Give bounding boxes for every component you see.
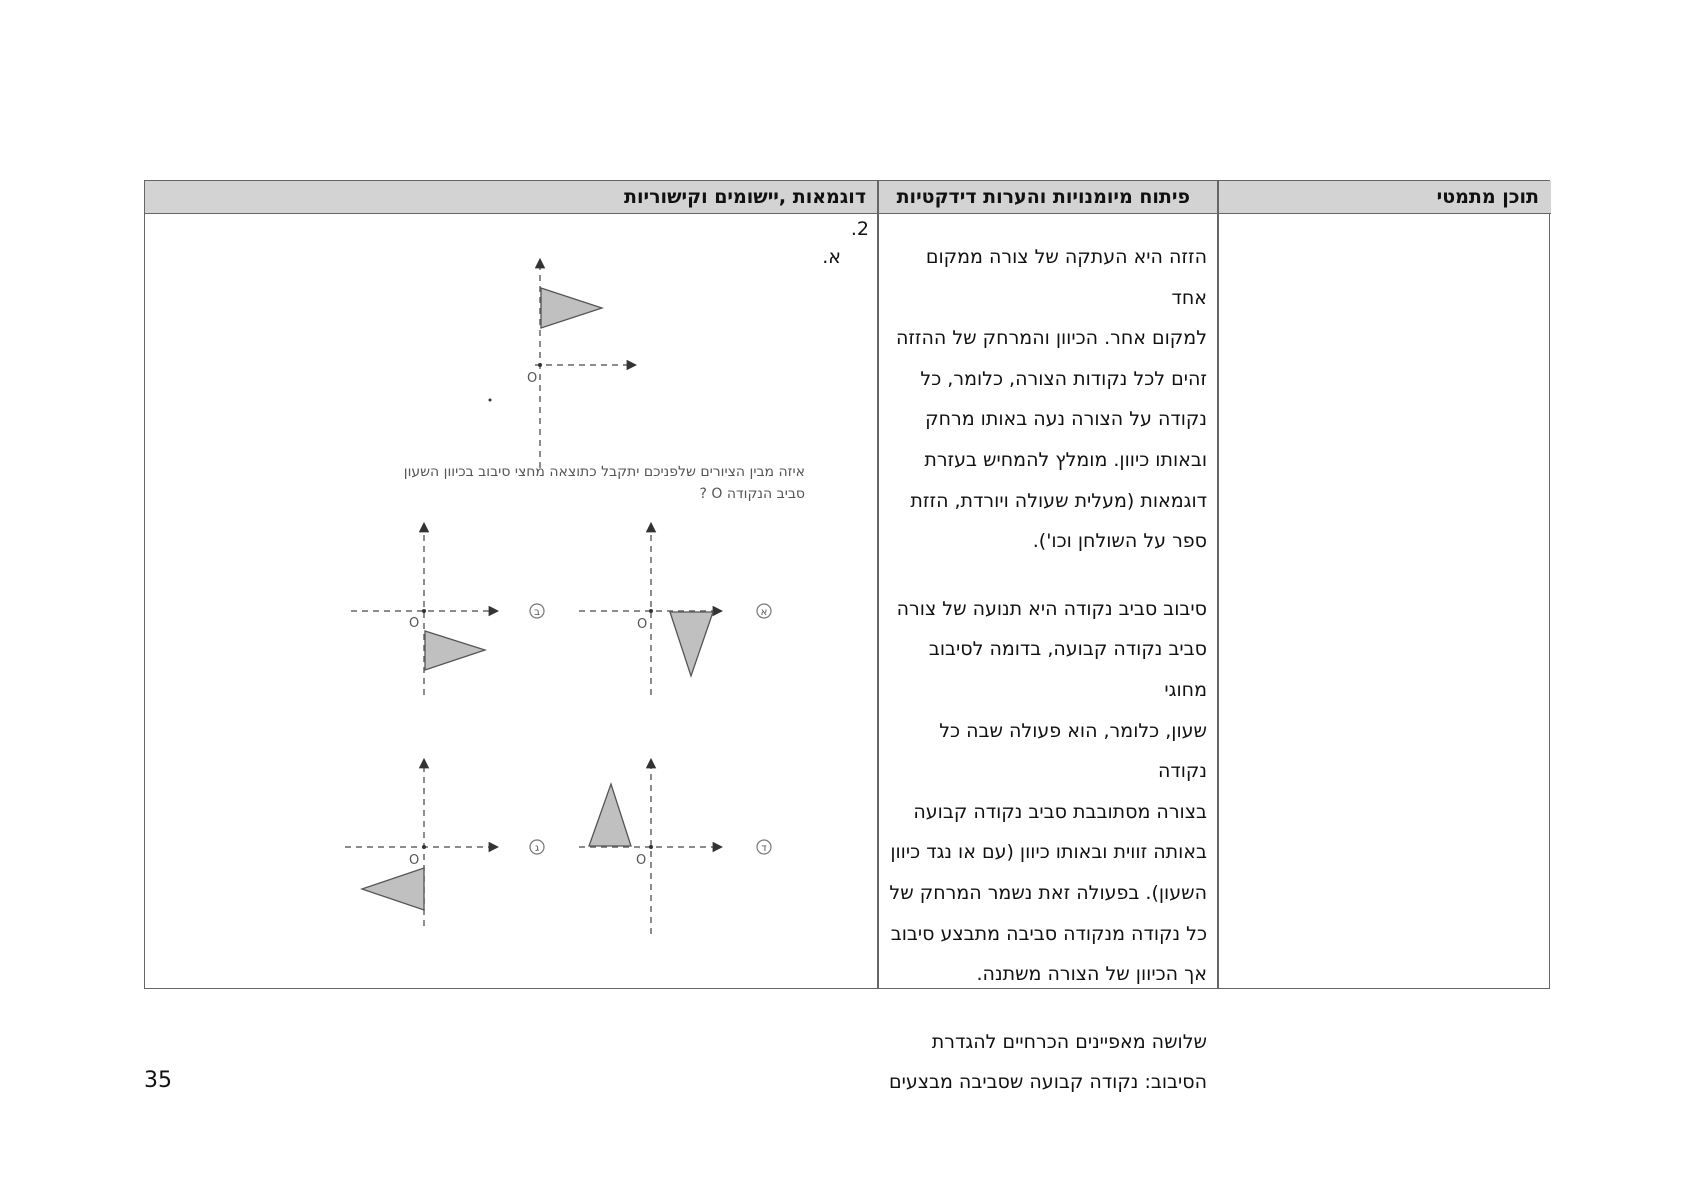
skills-text bbox=[887, 237, 1207, 1103]
question-line: סביב הנקודה O ? bbox=[699, 486, 805, 502]
option-bet bbox=[351, 524, 544, 695]
skills-line: שעון, כלומר, הוא פעולה שבה כל נקודה bbox=[939, 719, 1207, 783]
svg-text:O: O bbox=[409, 853, 420, 868]
example-number: 2. bbox=[850, 218, 869, 240]
original-figure bbox=[489, 260, 636, 468]
triangle-shape bbox=[362, 868, 424, 910]
option-gimel bbox=[345, 760, 544, 926]
header-skills: פיתוח מיומנויות והערות דידקטיות bbox=[878, 181, 1202, 214]
skills-line: למקום אחר. הכיוון והמרחק של ההזזה bbox=[895, 327, 1207, 350]
question-line: איזה מבין הציורים שלפניכם יתקבל כתוצאה מחצי סיבוב בכיוון השעון bbox=[403, 464, 805, 480]
skills-line: השעון). בפעולה זאת נשמר המרחק של bbox=[889, 881, 1207, 904]
option-label: א bbox=[760, 607, 768, 618]
triangle-shape bbox=[589, 784, 631, 846]
skills-line: כל נקודה מנקודה סביבה מתבצע סיבוב bbox=[890, 922, 1207, 945]
skills-line: הסיבוב: נקודה קבועה שסביבה מבצעים bbox=[888, 1071, 1207, 1094]
skills-paragraph bbox=[887, 1022, 1207, 1103]
triangle-shape bbox=[541, 288, 602, 328]
skills-line: אך הכיוון של הצורה משתנה. bbox=[976, 963, 1207, 986]
option-alef bbox=[579, 524, 771, 695]
skills-line: שלושה מאפיינים הכרחיים להגדרת bbox=[931, 1030, 1207, 1053]
skills-line: הזזה היא העתקה של צורה ממקום אחד bbox=[925, 246, 1207, 309]
skills-line: זהים לכל נקודות הצורה, כלומר, כל bbox=[920, 367, 1207, 390]
svg-text:O: O bbox=[409, 616, 420, 631]
option-label: ג bbox=[534, 843, 540, 854]
triangle-shape bbox=[425, 631, 485, 670]
skills-line: נקודה על הצורה נעה באותו מרחק bbox=[925, 408, 1207, 431]
example-sub-label: א. bbox=[822, 246, 841, 268]
option-dalet bbox=[579, 760, 771, 934]
skills-line: באותה זווית ובאותו כיוון (עם או נגד כיוון bbox=[890, 841, 1207, 864]
header-examples: דוגמאות ,יישומים וקישוריות bbox=[145, 181, 878, 214]
svg-text:O: O bbox=[636, 853, 647, 868]
skills-line: ובאותו כיוון. מומלץ להמחיש בעזרת bbox=[924, 448, 1207, 471]
skills-cell bbox=[879, 214, 1217, 1094]
skills-line: דוגמאות (מעלית שעולה ויורדת, הזזת bbox=[910, 489, 1207, 512]
option-label: ד bbox=[761, 843, 767, 854]
skills-paragraph bbox=[887, 589, 1207, 995]
examples-cell bbox=[145, 214, 877, 988]
origin-label: O bbox=[527, 371, 538, 386]
skills-paragraph bbox=[887, 237, 1207, 562]
header-math-content: תוכן מתמטי bbox=[1202, 181, 1551, 214]
triangle-shape bbox=[670, 612, 713, 676]
skills-line: סיבוב סביב נקודה היא תנועה של צורה bbox=[896, 597, 1207, 620]
skills-line: בצורה מסתובבת סביב נקודה קבועה bbox=[913, 800, 1207, 823]
page-number: 35 bbox=[144, 1068, 172, 1093]
skills-line: סביב נקודה קבועה, בדומה לסיבוב מחוגי bbox=[928, 638, 1207, 701]
rotation-diagrams bbox=[145, 214, 877, 990]
option-label: ב bbox=[534, 607, 540, 618]
svg-text:O: O bbox=[637, 617, 648, 632]
skills-line: ספר על השולחן וכו'). bbox=[1032, 530, 1207, 553]
math-content-cell bbox=[1219, 214, 1549, 988]
